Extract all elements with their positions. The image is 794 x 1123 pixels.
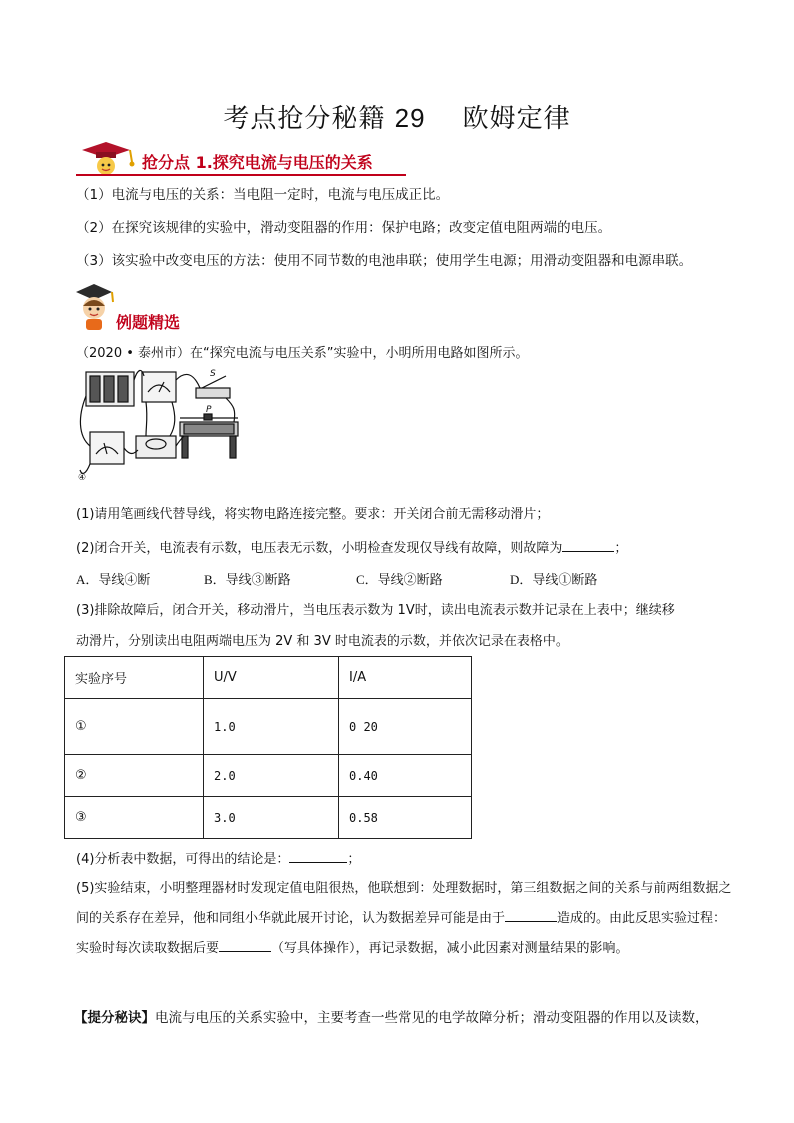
section-label: 抢分点 1.探究电流与电压的关系 — [142, 153, 373, 172]
question-5-part-c: （写具体操作），再记录数据，减小此因素对测量结果的影响。 — [271, 941, 629, 956]
answer-blank-2[interactable] — [562, 537, 614, 552]
example-heading-label: 例题精选 — [116, 313, 181, 332]
option-c[interactable]: C．导线②断路 — [356, 572, 443, 587]
question-5-part-b: 造成的。由此反思实验过程：实验时每次读取数据后要 — [76, 911, 727, 956]
switch-label: S — [210, 369, 216, 379]
question-4-text: (4)分析表中数据，可得出的结论是： — [76, 852, 290, 867]
question-source: （2020 • 泰州市）在“探究电流与电压关系”实验中，小明所用电路如图所示。 — [76, 346, 529, 361]
title-prefix: 考点抢分秘籍 — [223, 104, 386, 134]
question-3-line-1: (3)排除故障后，闭合开关，移动滑片，当电压表示数为 1V时，读出电流表示数并记录在上表中；继续移 — [76, 603, 675, 618]
cell-voltage: 3.0 — [204, 797, 339, 839]
question-4-end: ； — [347, 852, 361, 867]
question-3-line-2: 动滑片，分别读出电阻两端电压为 2V 和 3V 时电流表的示数，并依次记录在表格中。 — [76, 634, 569, 649]
page-title — [0, 98, 794, 135]
question-2-end: ； — [614, 541, 628, 556]
title-subject: 欧姆定律 — [462, 104, 571, 134]
option-b[interactable]: B．导线③断路 — [204, 572, 291, 587]
point-3: （3）该实验中改变电压的方法：使用不同节数的电池串联；使用学生电源；用滑动变阻器和电源串联。 — [76, 253, 693, 269]
cell-index: ① — [65, 699, 204, 755]
option-a[interactable]: A．导线④断 — [76, 572, 151, 587]
cell-voltage: 1.0 — [204, 699, 339, 755]
option-d[interactable]: D．导线①断路 — [510, 572, 598, 587]
tips-text: 电流与电压的关系实验中，主要考查一些常见的电学故障分析；滑动变阻器的作用以及读数， — [155, 1010, 709, 1026]
header-voltage: U/V — [204, 657, 339, 699]
example-heading — [72, 282, 272, 332]
question-5-part-a: (5)实验结束，小明整理器材时发现定值电阻很热，他联想到：处理数据时，第三组数据之间的关系与前两组数据之间的关系存在差异，他和同组小华就此展开讨论，认为数据差异可能是由于 — [76, 881, 732, 926]
section-heading — [76, 140, 576, 180]
answer-blank-4[interactable] — [289, 848, 347, 863]
tips-line — [74, 1006, 709, 1026]
header-current: I/A — [339, 657, 472, 699]
student-mascot-icon — [72, 282, 116, 332]
wire4-label: ④ — [78, 473, 87, 482]
question-1: (1)请用笔画线代替导线，将实物电路连接完整。要求：开关闭合前无需移动滑片； — [76, 507, 550, 522]
question-4 — [76, 848, 360, 870]
data-table — [64, 656, 472, 839]
table-row — [65, 699, 472, 755]
table-row — [65, 797, 472, 839]
cell-current: 0.58 — [339, 797, 472, 839]
cell-index: ③ — [65, 797, 204, 839]
section-underline — [76, 174, 406, 176]
question-2 — [76, 537, 627, 559]
answer-blank-5b[interactable] — [219, 937, 271, 952]
cell-current: 0.40 — [339, 755, 472, 797]
question-5 — [76, 874, 732, 964]
header-index: 实验序号 — [65, 657, 204, 699]
table-row — [65, 755, 472, 797]
table-header-row — [65, 657, 472, 699]
question-2-text: (2)闭合开关，电流表有示数，电压表无示数，小明检查发现仅导线有故障，则故障为 — [76, 541, 563, 556]
cell-voltage: 2.0 — [204, 755, 339, 797]
cell-current: 0 20 — [339, 699, 472, 755]
slider-label: P — [206, 405, 212, 415]
graduation-mascot-icon — [76, 140, 140, 176]
point-2: （2）在探究该规律的实验中，滑动变阻器的作用：保护电路；改变定值电阻两端的电压。 — [76, 220, 612, 236]
tips-label: 【提分秘诀】 — [74, 1010, 155, 1026]
title-number: 29 — [394, 103, 426, 133]
answer-blank-5a[interactable] — [505, 907, 557, 922]
point-1: （1）电流与电压的关系：当电阻一定时，电流与电压成正比。 — [76, 187, 450, 203]
cell-index: ② — [65, 755, 204, 797]
circuit-diagram — [76, 366, 246, 482]
